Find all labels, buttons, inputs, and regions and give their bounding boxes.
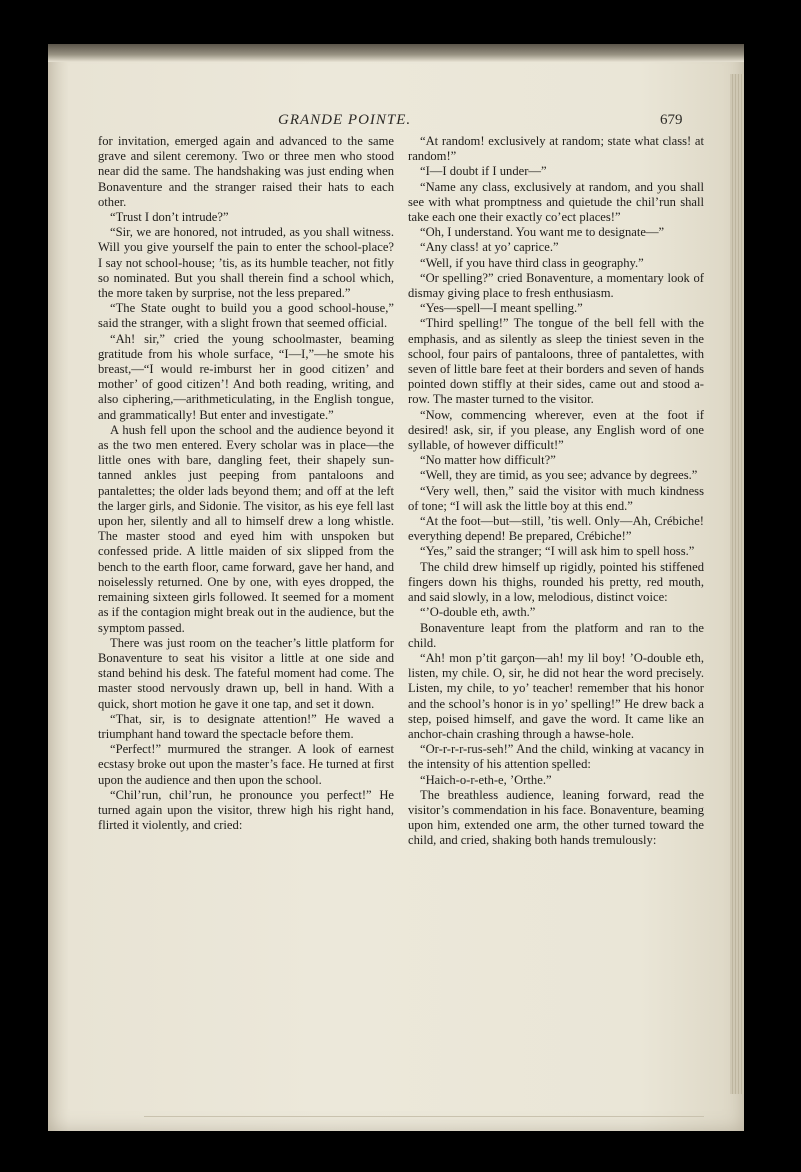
page-header	[48, 112, 728, 132]
page-number: 679	[660, 112, 683, 128]
paragraph: for invitation, emerged again and advanced to the same grave and silent ceremony. Two or three men who stood near did the same. The handshaking was just ending when Bonaventure and the stranger raised their hats to each other.	[98, 134, 394, 209]
paragraph: A hush fell upon the school and the audience beyond it as the two men entered. Every scholar was in place—the little ones with bare, dangling feet, their shapely sun-tanned ankles just peeping from pantaloons and pantalettes; the older lads beyond them; and off at the left the larger girls, and Sidonie. The visitor, as his eye fell last upon her, silently and all to himself drew a long whistle. The master stood and eyed him with unspoken but confessed pride. A little maiden of six slipped from the bench to the earth floor, came forward, gave her hand, and noiselessly returned. One by one, with eyes dropped, the remaining sixteen girls followed. It seemed for a moment as if the contagion might break out in the audience, but the symptom passed.	[98, 422, 394, 635]
paragraph: “Name any class, exclusively at random, and you shall see with what promptness and quietude the chil’run shall take each one their exactly co’ect places!”	[408, 179, 704, 225]
left-column	[98, 134, 394, 833]
paragraph: “Sir, we are honored, not intruded, as you shall witness. Will you give yourself the pain to enter the school-place? I say not school-house; ’tis, as its humble teacher, not fitly so nominated. But you shall therein find a school which, the more taken by surprise, not the less prepared.”	[98, 225, 394, 301]
paragraph: “Ah! mon p’tit garçon—ah! my lil boy! ’O-double eth, listen, my chile. O, sir, he did not hear the word precisely. Listen, my chile, to yo’ teacher! remember that his honor and the school’s honor is in yo’ spelling!” He drew back a step, poised himself, and gave the word. It came like an anchor-chain crashing through a hawse-hole.	[408, 650, 704, 741]
paragraph: Bonaventure leapt from the platform and ran to the child.	[408, 620, 704, 650]
paragraph: “Very well, then,” said the visitor with much kindness of tone; “I will ask the little boy at this end.”	[408, 483, 704, 513]
running-title: GRANDE POINTE.	[278, 112, 412, 128]
page-mark	[144, 1116, 704, 1117]
paragraph: The child drew himself up rigidly, pointed his stiffened fingers down his thighs, rounded his pretty, red mouth, and said slowly, in a low, melodious, distinct voice:	[408, 559, 704, 605]
page-top-shadow	[48, 44, 744, 62]
paragraph: “Or-r-r-r-rus-seh!” And the child, winking at vacancy in the intensity of his attention spelled:	[408, 742, 704, 772]
book-page	[48, 44, 744, 1131]
page-edge	[730, 74, 744, 1094]
right-column	[408, 134, 704, 849]
paragraph: “Yes—spell—I meant spelling.”	[420, 301, 583, 316]
paragraph: “At the foot—but—still, ’tis well. Only—Ah, Crébiche! everything depend! Be prepared, Crébiche!”	[408, 514, 704, 544]
paragraph: “Now, commencing wherever, even at the foot if desired! ask, sir, if you please, any English word of one syllable, of however difficult!”	[408, 407, 704, 453]
paragraph: “Third spelling!” The tongue of the bell fell with the emphasis, and as silently as sleep the tiniest seven in the school, four pairs of pantaloons, three of pantalettes, with seven of little bare feet at their borders and seven of hands pointed down stiffly at their sides, came out and stood a-row. The master turned to the visitor.	[408, 316, 704, 407]
paragraph: “Well, they are timid, as you see; advance by degrees.”	[420, 468, 698, 483]
paragraph: “No matter how difficult?”	[420, 453, 556, 468]
paragraph: “I—I doubt if I under—”	[420, 164, 547, 179]
paragraph: “Trust I don’t intrude?”	[110, 210, 229, 225]
paragraph: “Well, if you have third class in geography.”	[420, 255, 644, 270]
paragraph: “Ah! sir,” cried the young schoolmaster, beaming gratitude from his whole surface, “I—I,”—he smote his breast,—“I would re-imburst her in good citizen’ and mother’ of good citizen’! And both reading, writing, and also ciphering,—arithmeticulating, in the English tongue, and grammatically! But enter and investigate.”	[98, 331, 394, 422]
paragraph: The breathless audience, leaning forward, read the visitor’s commendation in his face. Bonaventure, beaming upon him, extended one arm, the other turned toward the child, and cried, shaking both hands tremulously:	[408, 787, 704, 848]
paragraph: “At random! exclusively at random; state what class! at random!”	[408, 134, 704, 164]
paragraph: “Oh, I understand. You want me to designate—”	[420, 225, 665, 240]
paragraph: “Yes,” said the stranger; “I will ask him to spell hoss.”	[420, 544, 695, 559]
paragraph: “Perfect!” murmured the stranger. A look of earnest ecstasy broke out upon the master’s face. He turned at first upon the audience and then upon the school.	[98, 742, 394, 787]
paragraph: “Any class! at yo’ caprice.”	[420, 240, 559, 255]
paragraph: “Or spelling?” cried Bonaventure, a momentary look of dismay giving place to fresh enthusiasm.	[408, 270, 704, 301]
paragraph: “Chil’run, chil’run, he pronounce you perfect!” He turned again upon the visitor, threw high his right hand, flirted it violently, and cried:	[98, 787, 394, 833]
paragraph: There was just room on the teacher’s little platform for Bonaventure to seat his visitor a little at one side and stand behind his desk. The fateful moment had come. The master stood nervously drawn up, bell in hand. With a quick, short motion he gave it one tap, and set it down.	[98, 635, 394, 711]
paragraph: “Haich-o-r-eth-e, ’Orthe.”	[420, 772, 552, 787]
paragraph: “’O-double eth, awth.”	[420, 605, 536, 620]
paragraph: “That, sir, is to designate attention!” He waved a triumphant hand toward the spectacle before them.	[98, 711, 394, 741]
paragraph: “The State ought to build you a good school-house,” said the stranger, with a slight frown that seemed official.	[98, 301, 394, 331]
